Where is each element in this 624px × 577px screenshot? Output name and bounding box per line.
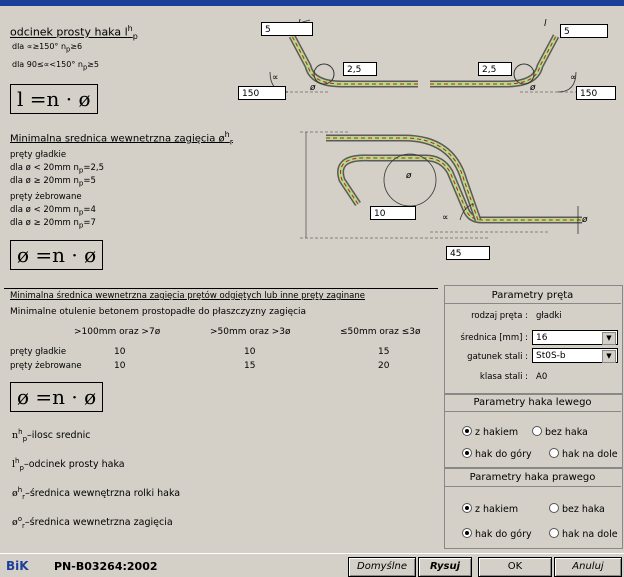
bend-phi-input[interactable]: 10 xyxy=(370,206,416,220)
radio-icon[interactable] xyxy=(549,503,559,513)
left-without-hook-radio[interactable]: bez haka xyxy=(532,426,588,438)
steel-grade-label: gatunek stali : xyxy=(467,352,528,362)
left-hook-down-radio[interactable]: hak na dole xyxy=(549,448,618,460)
left-alpha-input[interactable]: 150 xyxy=(238,86,286,100)
left-with-hook-radio[interactable]: z hakiem xyxy=(462,426,518,438)
steel-class-label: klasa stali : xyxy=(479,372,528,382)
min-diameter-formula: ø =n · ø xyxy=(10,240,103,270)
smooth-rule-1: dla ø < 20mm $n_p=2,5$ xyxy=(10,163,104,175)
bend-alpha-label: ∝ xyxy=(442,213,449,223)
bent-col-2: >50mm oraz >3ø xyxy=(210,327,291,337)
hook-rule-2: dla 90≤∝<150° $n_p\ge 5$ xyxy=(12,60,99,72)
radio-icon[interactable] xyxy=(532,426,542,436)
right-hook-down-radio[interactable]: hak na dole xyxy=(549,528,618,540)
radio-selected-icon[interactable] xyxy=(462,528,472,538)
steel-class-value: A0 xyxy=(536,372,548,382)
radio-selected-icon[interactable] xyxy=(462,503,472,513)
table-cell: 10 xyxy=(114,361,126,371)
left-lp-input[interactable]: 5 xyxy=(261,22,313,36)
cancel-button[interactable]: Anuluj xyxy=(554,557,622,577)
left-phi-input[interactable]: 2,5 xyxy=(343,62,377,76)
right-hook-up-radio[interactable]: hak do góry xyxy=(462,528,532,540)
steel-grade-select[interactable]: St0S-b ▼ xyxy=(532,348,618,363)
radio-icon[interactable] xyxy=(549,448,559,458)
right-lp-input[interactable]: 5 xyxy=(560,24,608,38)
bent-subheading: Minimalne otulenie betonem prostopadłe do płaszczyzny zagięcia xyxy=(10,307,307,317)
bent-heading: Minimalna średnica wewnetrzna zagięcia prętów odgiętych lub inne pręty zaginane xyxy=(10,291,365,301)
bent-formula: ø =n · ø xyxy=(10,382,103,412)
right-alpha-label: ∝ xyxy=(570,73,577,83)
radio-selected-icon[interactable] xyxy=(462,448,472,458)
legend-l: $l^h_p$–odcinek prosty haka xyxy=(12,457,125,473)
table-cell: 10 xyxy=(114,347,126,357)
bent-bar-drawing xyxy=(300,132,588,238)
bar-type-label: rodzaj pręta : xyxy=(471,311,528,321)
table-row-label: pręty gładkie xyxy=(10,347,67,357)
bar-type-value: gładki xyxy=(536,311,562,321)
hook-rule-1: dla ∝≥150° $n_p\ge 6$ xyxy=(12,42,83,54)
bend-thickness-label: ø xyxy=(582,215,588,225)
bar-diameter-select[interactable]: 16 ▼ xyxy=(532,330,618,345)
divider xyxy=(444,411,621,412)
right-hook-title: Parametry haka prawego xyxy=(469,472,596,483)
min-diameter-heading: Minimalna srednica wewnetrzna zagięcia $ø^h_r$ xyxy=(10,130,233,147)
bar-params-title: Parametry pręta xyxy=(491,290,574,301)
legend-phi-o: $ø^o_r$–średnica wewnetrzna zagięcia xyxy=(12,515,173,531)
left-hook-up-radio[interactable]: hak do góry xyxy=(462,448,532,460)
smooth-rule-2: dla ø ≥ 20mm $n_p=5$ xyxy=(10,176,96,188)
chevron-down-icon[interactable]: ▼ xyxy=(602,350,616,363)
bent-col-1: >100mm oraz >7ø xyxy=(74,327,161,337)
legend-phi-h: $ø^h_r$–średnica wewnętrzna rolki haka xyxy=(12,486,181,502)
right-lp-label: l xyxy=(544,19,547,29)
chevron-down-icon[interactable]: ▼ xyxy=(602,332,616,345)
smooth-heading: pręty gładkie xyxy=(10,150,67,160)
right-with-hook-radio[interactable]: z hakiem xyxy=(462,503,518,515)
divider xyxy=(444,303,621,304)
bik-logo: BiK xyxy=(6,559,29,573)
right-phi-input[interactable]: 2,5 xyxy=(478,62,512,76)
right-alpha-input[interactable]: 150 xyxy=(576,86,616,100)
left-alpha-label: ∝ xyxy=(272,73,279,83)
right-phi-label: ø xyxy=(530,83,536,93)
bar-diameter-label: średnica [mm] : xyxy=(460,333,528,343)
hook-length-heading: odcinek prosty haka $l^h_p$ xyxy=(10,24,138,41)
ribbed-rule-2: dla ø ≥ 20mm $n_p=7$ xyxy=(10,218,96,230)
ok-button[interactable]: OK xyxy=(478,557,552,577)
hook-drawings xyxy=(230,8,612,278)
default-button[interactable]: Domyślne xyxy=(348,557,416,577)
section-divider xyxy=(4,288,438,289)
radio-icon[interactable] xyxy=(549,528,559,538)
left-phi-label: ø xyxy=(310,83,316,93)
table-cell: 10 xyxy=(244,347,256,357)
right-without-hook-radio[interactable]: bez haka xyxy=(549,503,605,515)
norm-label: PN-B03264:2002 xyxy=(54,560,158,573)
left-hook-title: Parametry haka lewego xyxy=(473,397,592,408)
ribbed-heading: pręty żebrowane xyxy=(10,192,82,202)
table-cell: 15 xyxy=(378,347,390,357)
bend-alpha-input[interactable]: 45 xyxy=(446,246,490,260)
draw-button[interactable]: Rysuj xyxy=(418,557,472,577)
bent-col-3: ≤50mm oraz ≤3ø xyxy=(340,327,421,337)
table-cell: 20 xyxy=(378,361,390,371)
table-cell: 15 xyxy=(244,361,256,371)
table-row-label: pręty żebrowane xyxy=(10,361,82,371)
radio-selected-icon[interactable] xyxy=(462,426,472,436)
bend-phi-label: ø xyxy=(406,171,412,181)
divider xyxy=(444,486,621,487)
ribbed-rule-1: dla ø < 20mm $n_p=4$ xyxy=(10,205,96,217)
hook-length-formula: l =n · ø xyxy=(10,84,98,114)
legend-n: $n^h_p$–ilosc srednic xyxy=(12,428,91,444)
